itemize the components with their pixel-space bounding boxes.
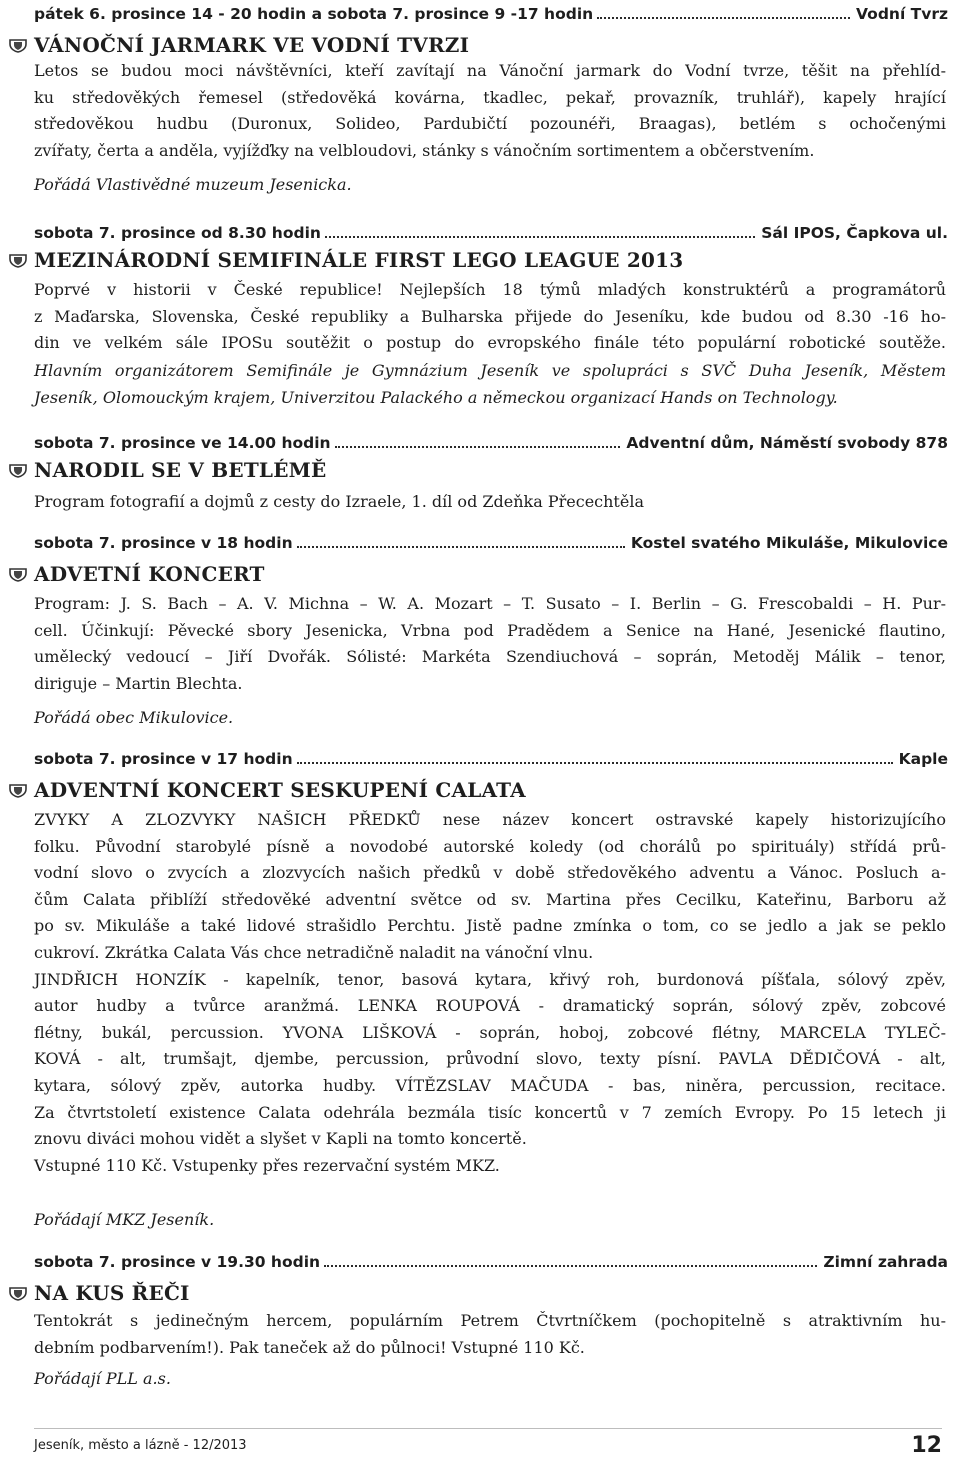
event-meta-line: [34, 221, 948, 243]
event-body-line: vodní slovo o zvycích a zlozvycích našich předků v době středověkého adventu a Vánoc. Posluch a-: [34, 863, 946, 883]
event-body-line: KOVÁ - alt, trumšajt, djembe, percussion, průvodní slovo, texty písní. PAVLA DĚDIČOVÁ - alt,: [34, 1049, 946, 1069]
dot-leader: [335, 446, 621, 448]
dot-leader: [297, 546, 625, 548]
shield-bullet-icon: [9, 464, 27, 478]
event-place: Kostel svatého Mikuláše, Mikulovice: [630, 534, 948, 552]
event-body-line: Vstupné 110 Kč. Vstupenky přes rezervační systém MKZ.: [34, 1155, 500, 1175]
event-date: sobota 7. prosince v 18 hodin: [34, 534, 293, 552]
event-date: sobota 7. prosince ve 14.00 hodin: [34, 434, 331, 452]
event-body-line: Letos se budou moci návštěvníci, kteří zavítají na Vánoční jarmark do Vodní tvrze, těšit na přehlíd-: [34, 61, 946, 80]
event-body-line: cukroví. Zkrátka Calata Vás chce netradičně naladit na vánoční vlnu.: [34, 943, 594, 962]
event-title: NA KUS ŘEČI: [34, 1281, 190, 1305]
dot-leader: [597, 17, 850, 19]
shield-bullet-icon: [9, 39, 27, 53]
event-meta-line: [34, 431, 948, 453]
event-organizer-line: Pořádá obec Mikulovice.: [34, 708, 234, 727]
event-body-line: ZVYKY A ZLOZVYKY NAŠICH PŘEDKŮ nese název koncert ostravské kapely historizujícího: [34, 810, 946, 829]
event-organizer-line: Jeseník, Olomouckým krajem, Univerzitou Palackého a německou organizací Hands on Technology.: [34, 387, 838, 407]
shield-bullet-icon: [9, 784, 27, 798]
event-body-line: po sv. Mikuláše a také lidové strašidlo Perchtu. Jistě padne zmínka o tom, co se jedlo a jak se peklo: [34, 916, 946, 936]
event-organizer-line: Pořádají PLL a.s.: [34, 1369, 171, 1388]
event-body-line: ku středověkých řemesel (středověká kovárna, tkadlec, pekař, provazník, truhlář), kapely hrající: [34, 87, 946, 107]
event-date: pátek 6. prosince 14 - 20 hodin a sobota 7. prosince 9 -17 hodin: [34, 5, 594, 23]
event-title: VÁNOČNÍ JARMARK VE VODNÍ TVRZI: [34, 33, 470, 57]
page-number: 12: [911, 1433, 942, 1458]
event-place: Adventní dům, Náměstí svobody 878: [626, 434, 948, 452]
event-body-line: z Maďarska, Slovenska, České republiky a Bulharska přijede do Jeseníku, kde budou od 8.30 -16 ho-: [34, 306, 946, 326]
event-body-line: JINDŘICH HONZÍK - kapelník, tenor, basová kytara, křivý roh, burdonová píšťala, sólový zpěv,: [34, 969, 946, 989]
dot-leader: [297, 762, 893, 764]
event-title: MEZINÁRODNÍ SEMIFINÁLE FIRST LEGO LEAGUE 2013: [34, 248, 684, 272]
shield-bullet-icon: [9, 568, 27, 582]
event-organizer-line: Hlavním organizátorem Semifinále je Gymnázium Jeseník ve spolupráci s SVČ Duha Jeseník, Městem: [34, 361, 946, 380]
event-date: sobota 7. prosince v 19.30 hodin: [34, 1253, 321, 1271]
shield-bullet-icon: [9, 1287, 27, 1301]
event-body-line: čům Calata přiblíží středověké adventní světce od sv. Martina přes Cecilku, Kateřinu, Barboru až: [34, 889, 946, 909]
event-date: sobota 7. prosince od 8.30 hodin: [34, 224, 321, 242]
event-body-line: Program: J. S. Bach – A. V. Michna – W. A. Mozart – T. Susato – I. Berlin – G. Frescobaldi – H. Pur-: [34, 594, 946, 613]
event-body-line: Za čtvrtstoletí existence Calata odehrála bezmála tisíc koncertů v 7 zemích Evropy. Po 15 letech ji: [34, 1102, 946, 1122]
event-date: sobota 7. prosince v 17 hodin: [34, 750, 293, 768]
event-body-line: flétny, bukál, percussion. YVONA LIŠKOVÁ - soprán, hoboj, zobcové flétny, MARCELA TYLEČ-: [34, 1022, 946, 1042]
footer-divider: [34, 1428, 942, 1429]
event-body-line: din ve velkém sále IPOSu soutěžit o postup do evropského finále této populární robotické soutěže.: [34, 333, 946, 353]
dot-leader: [325, 236, 755, 238]
event-body-line: Program fotografií a dojmů z cesty do Izraele, 1. díl od Zdeňka Přecechtěla: [34, 492, 644, 511]
event-body-line: Tentokrát s jedinečným hercem, populárním Petrem Čtvrtníčkem (pochopitelně s atraktivním hu-: [34, 1311, 946, 1330]
event-organizer-line: Pořádá Vlastivědné muzeum Jesenicka.: [34, 175, 352, 194]
event-place: Vodní Tvrz: [856, 5, 948, 23]
footer-publication: Jeseník, město a lázně - 12/2013: [34, 1438, 247, 1453]
event-body-line: cell. Účinkují: Pěvecké sbory Jesenicka, Vrbna pod Pradědem a Senice na Hané, Jesenické flautino,: [34, 620, 946, 640]
event-meta-line: [34, 747, 948, 769]
event-meta-line: [34, 1250, 948, 1272]
shield-bullet-icon: [9, 254, 27, 268]
event-body-line: folku. Původní starobylé písně a novodobé autorské koledy (od chorálů po spirituály) střídá prů-: [34, 836, 946, 856]
event-place: Sál IPOS, Čapkova ul.: [761, 224, 948, 242]
event-body-line: umělecký vedoucí – Jiří Dvořák. Sólisté: Markéta Szendiuchová – soprán, Metoděj Málik – tenor,: [34, 647, 946, 667]
dot-leader: [324, 1265, 817, 1267]
event-meta-line: [34, 531, 948, 553]
event-title: NARODIL SE V BETLÉMĚ: [34, 458, 327, 482]
event-meta-line: [34, 2, 948, 24]
event-body-line: debním podbarvením!). Pak taneček až do půlnoci! Vstupné 110 Kč.: [34, 1337, 585, 1357]
event-body-line: autor hudby a tvůrce aranžmá. LENKA ROUPOVÁ - dramatický soprán, sólový zpěv, zobcové: [34, 996, 946, 1016]
event-body-line: znovu diváci mohou vidět a slyšet v Kapli na tomto koncertě.: [34, 1129, 527, 1149]
event-body-line: středověkou hudbu (Duronux, Solideo, Pardubičtí pozounéři, Braagas), betlém s ochočenými: [34, 114, 946, 134]
event-place: Kaple: [898, 750, 948, 768]
event-organizer-line: Pořádají MKZ Jeseník.: [34, 1210, 215, 1229]
event-title: ADVENTNÍ KONCERT SESKUPENÍ CALATA: [34, 778, 526, 802]
event-title: ADVETNÍ KONCERT: [34, 562, 265, 586]
event-body-line: Poprvé v historii v České republice! Nejlepších 18 týmů mladých konstruktérů a programátorů: [34, 280, 946, 299]
event-body-line: diriguje – Martin Blechta.: [34, 673, 243, 693]
event-place: Zimní zahrada: [823, 1253, 948, 1271]
event-body-line: zvířaty, čerta a anděla, vyjížďky na velbloudovi, stánky s vánočním sortimentem a občerstvením.: [34, 140, 815, 160]
event-body-line: kytara, sólový zpěv, autorka hudby. VÍTĚZSLAV MAČUDA - bas, niněra, percussion, recitace.: [34, 1076, 946, 1095]
